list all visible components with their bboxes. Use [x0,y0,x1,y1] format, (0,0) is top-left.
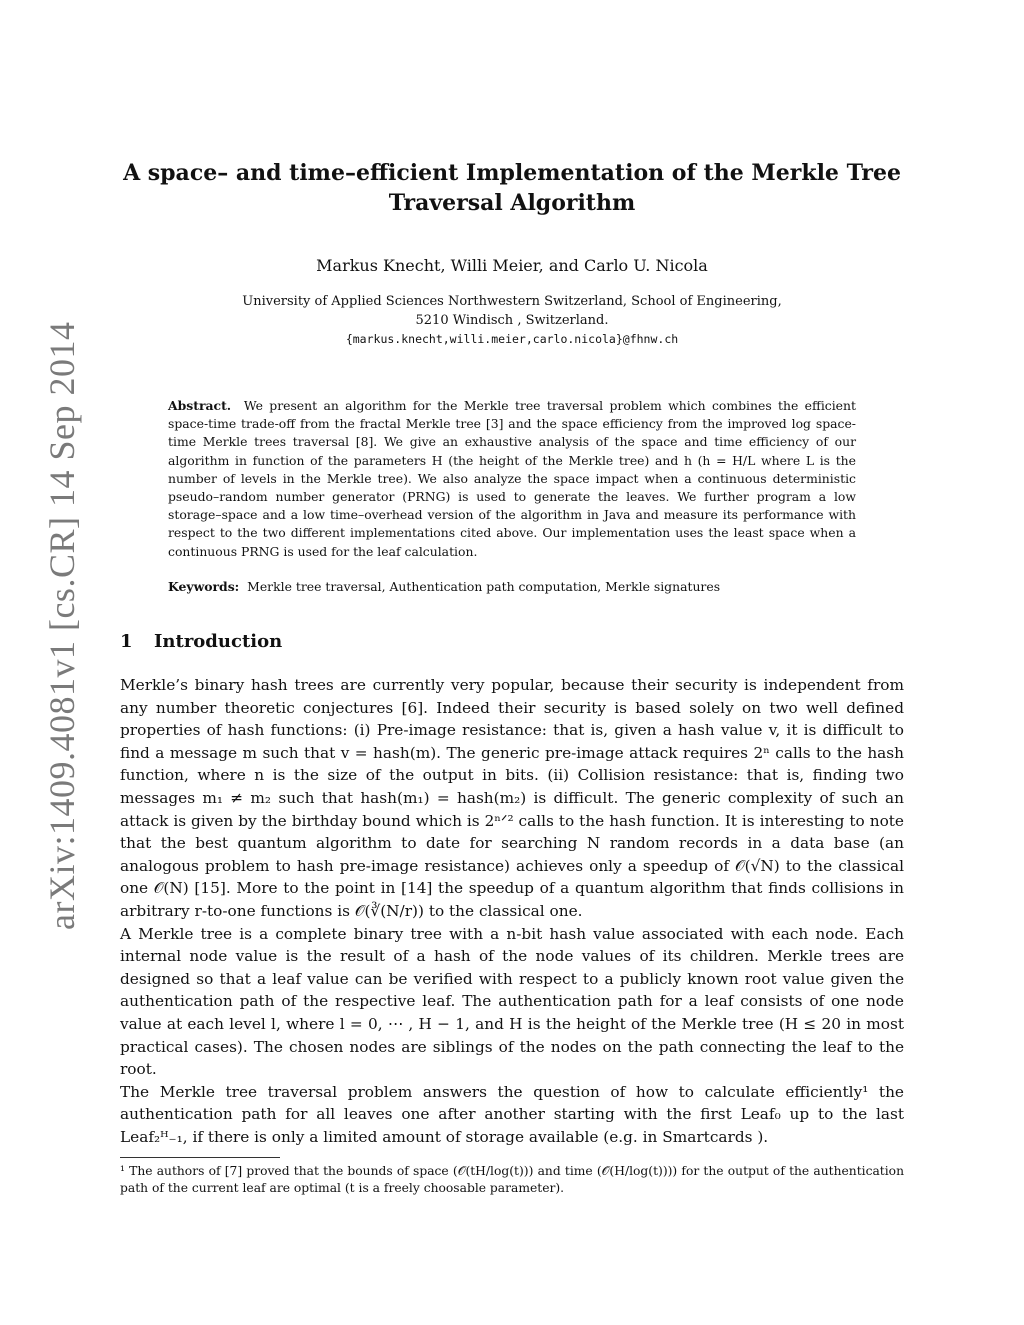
author-email: {markus.knecht,willi.meier,carlo.nicola}@fhnw.ch [345,332,679,346]
keywords-label: Keywords: [168,579,240,594]
paper-title: A space– and time–efficient Implementation of the Merkle Tree Traversal Algorithm [123,160,901,216]
arxiv-id: arXiv:1409.4081v1 [cs.CR] 14 Sep 2014 [42,321,82,930]
abstract-text: We present an algorithm for the Merkle tree traversal problem which combines the efficient space-time trade-off from the fractal Merkle tree [3] and the space efficiency from the improved log space-time Merkle trees traversal [8]. We give an exhaustive analysis of the space and time efficiency of our algorithm in function of the parameters H (the height of the Merkle tree) and h (h = H/L where L is the number of levels in the Merkle tree). We also analyze the space impact when a continuous deterministic pseudo–random number generator (PRNG) is used to generate the leaves. We further program a low storage–space and a low time–overhead version of the algorithm in Java and measure its performance with respect to the two different implementations cited above. Our implementation uses the least space when a continuous PRNG is used for the leaf calculation. [168,398,856,559]
abstract [168,397,856,561]
affiliation-line-1: University of Applied Sciences Northwestern Switzerland, School of Engineering, [242,294,782,309]
paragraph-2: A Merkle tree is a complete binary tree with a n-bit hash value associated with each node. Each internal node value is the result of a hash of the node values of its children. Merkle trees are designed so that a leaf value can be verified with respect to a publicly known root value given the authentication path of the respective leaf. The authentication path for a leaf consists of one node value at each level l, where l = 0, ⋯ , H − 1, and H is the height of the Merkle tree (H ≤ 20 in most practical cases). The chosen nodes are siblings of the nodes on the path connecting the leaf to the root. [120,924,904,1079]
section-number: 1 [120,631,133,652]
section-title: Introduction [154,631,283,652]
body-text [120,674,904,1148]
keywords [168,579,856,594]
affiliation [120,292,904,349]
footnote-rule [120,1157,280,1158]
authors: Markus Knecht, Willi Meier, and Carlo U. Nicola [316,256,708,275]
paragraph-1: Merkle’s binary hash trees are currently very popular, because their security is independent from any number theoretic conjectures [6]. Indeed their security is based solely on two well defined properties of hash functions: (i) Pre-image resistance: that is, given a hash value v, it is difficult to find a message m such that v = hash(m). The generic pre-image attack requires 2ⁿ calls to the hash function, where n is the size of the output in bits. (ii) Collision resistance: that is, finding two messages m₁ ≠ m₂ such that hash(m₁) = hash(m₂) is difficult. The generic complexity of such an attack is given by the birthday bound which is 2ⁿᐟ² calls to the hash function. It is interesting to note that the best quantum algorithm to date for searching N random records in a data base (an analogous problem to hash pre-image resistance) achieves only a speedup of 𝒪(√N) to the classical one 𝒪(N) [15]. More to the point in [14] the speedup of a quantum algorithm that finds collisions in arbitrary r-to-one functions is 𝒪(∛(N/r)) to the classical one. [120,676,904,920]
keywords-text: Merkle tree traversal, Authentication path computation, Merkle signatures [247,579,721,594]
abstract-label: Abstract. [168,398,232,413]
section-heading [120,631,282,652]
paragraph-3: The Merkle tree traversal problem answers the question of how to calculate efficiently¹ the authentication path for all leaves one after another starting with the first Leaf₀ up to the last Leaf₂ᴴ₋₁, if there is only a limited amount of storage available (e.g. in Smartcards ). [120,1082,904,1146]
affiliation-line-2: 5210 Windisch , Switzerland. [415,313,609,328]
footnote: ¹ The authors of [7] proved that the bounds of space (𝒪(tH/log(t))) and time (𝒪(H/log(t)))) for the output of the authentication path of the current leaf are optimal (t is a freely choosable parameter). [120,1164,904,1195]
